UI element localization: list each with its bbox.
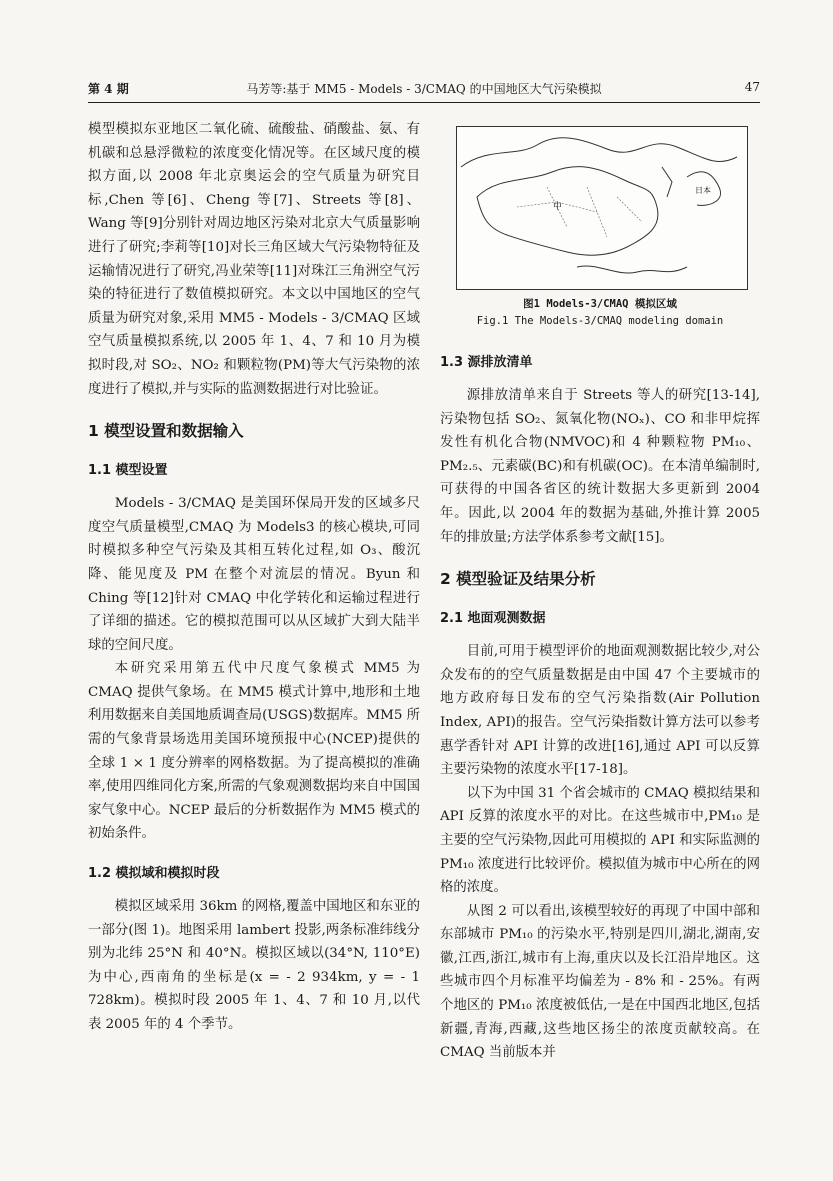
korea-japan-shape [662, 167, 721, 205]
section-2-1-heading: 2.1 地面观测数据 [440, 611, 546, 627]
left-column [88, 118, 420, 1037]
section-1-3-heading: 1.3 源排放清单 [440, 355, 533, 370]
observation-paragraph: 目前,可用于模型评价的地面观测数据比较少,对公众发布的的空气质量数据是由中国 47 个主要城市的地方政府每日发布的空气污染指数(Air Pollution Index, API)的报告。空气污染指数计算方法可以参考惠学香针对 API 计算的改进[16],通过 API 可以反算主要污染物的浓度水平[17-18]。 [440, 644, 760, 778]
figure-caption-zh: 图1 Models-3/CMAQ 模拟区域 [523, 298, 677, 310]
domain-map-figure [456, 126, 748, 290]
map-label-japan: 日本 [695, 186, 711, 195]
figure-caption-en: Fig.1 The Models-3/CMAQ modeling domain [476, 315, 724, 327]
comparison-paragraph: 以下为中国 31 个省会城市的 CMAQ 模拟结果和 API 反算的浓度水平的对比。在这些城市中,PM₁₀ 是主要的空气污染物,因此可用模拟的 API 和实际监测的 PM₁₀ 浓度进行比较评价。模拟值为城市中心所在的网格的浓度。 [440, 785, 760, 896]
emission-paragraph: 源排放清单来自于 Streets 等人的研究[13-14],污染物包括 SO₂、氮氧化物(NOₓ)、CO 和非甲烷挥发性有机化合物(NMVOC)和 4 种颗粒物 PM₁₀、PM₂.₅、元素碳(BC)和有机碳(OC)。在本清单编制时,可获得的中国各省区的统计数据大多更新到 2004 年。因此,以 2004 年的数据为基础,外推计算 2005 年的排放量;方法学体系参考文献[15]。 [440, 388, 760, 545]
section-1-1-heading: 1.1 模型设置 [88, 463, 168, 479]
results-paragraph: 从图 2 可以看出,该模型较好的再现了中国中部和东部城市 PM₁₀ 的污染水平,特别是四川,湖北,湖南,安徽,江西,浙江,城市有上海,重庆以及长江沿岸地区。这些城市四个月标准平均偏差为 - 8% 和 - 25%。有两个地区的 PM₁₀ 浓度被低估,一是在中国西北地区,包括新疆,青海,西藏,这些地区扬尘的浓度贡献较高。在 CMAQ 当前版本并 [440, 903, 760, 1061]
running-title: 马芳等:基于 MM5 - Models - 3/CMAQ 的中国地区大气污染模拟 [246, 82, 602, 96]
section-1-heading: 1 模型设置和数据输入 [88, 422, 244, 441]
intro-paragraph: 模型模拟东亚地区二氧化硫、硫酸盐、硝酸盐、氨、有机碳和总悬浮微粒的浓度变化情况等。在区域尺度的模拟方面,以 2008 年北京奥运会的空气质量为研究目标,Chen 等[6]、Cheng 等[7]、Streets 等[8]、Wang 等[9]分别针对周边地区污染对北京大气质量影响进行了研究;李莉等[10]对长三角区域大气污染物特征及运输情况进行了研究,冯业荣等[11]对珠江三角洲空气污染的特征进行了数值模拟研究。本文以中国地区的空气质量为研究对象,采用 MM5 - Models - 3/CMAQ 区域空气质量模拟系统,以 2005 年 1、4、7 和 10 月为模拟时段,对 SO₂、NO₂ 和颗粒物(PM)等大气污染物的浓度进行了模拟,并与实际的监测数据进行对比验证。 [88, 122, 420, 397]
issue-number: 第 4 期 [88, 82, 129, 96]
section-1-2-heading: 1.2 模拟域和模拟时段 [88, 866, 220, 882]
map-label-china: 中 [553, 202, 563, 212]
model-setup-paragraph: Models - 3/CMAQ 是美国环保局开发的区域多尺度空气质量模型,CMAQ 为 Models3 的核心模块,可同时模拟多种空气污染及其相互转化过程,如 O₃、酸沉降、能见度及 PM 在整个对流层的情况。Byun 和 Ching 等[12]针对 CMAQ 中化学转化和运输过程进行了详细的描述。它的模拟范围可以从区域扩大到大陆半球的空间尺度。 [88, 496, 420, 653]
section-2-heading: 2 模型验证及结果分析 [440, 570, 596, 589]
right-column [440, 118, 760, 1065]
mm5-paragraph: 本研究采用第五代中尺度气象模式 MM5 为 CMAQ 提供气象场。在 MM5 模式计算中,地形和土地利用数据来自美国地质调查局(USGS)数据库。MM5 所需的气象背景场选用美国环境预报中心(NCEP)提供的全球 1 × 1 度分辨率的网格数据。为了提高模拟的准确率,使用四维同化方案,所需的气象观测数据均来自中国国家气象中心。NCEP 最后的分析数据作为 MM5 模式的初始条件。 [88, 661, 421, 842]
domain-paragraph: 模拟区域采用 36km 的网格,覆盖中国地区和东亚的一部分(图 1)。地图采用 lambert 投影,两条标准纬线分别为北纬 25°N 和 40°N。模拟区域以(34°N, 110°E)为中心,西南角的坐标是(x = - 2 934km, y = - 1 728km)。模拟时段 2005 年 1、4、7 和 10 月,以代表 2005 年的 4 个季节。 [88, 899, 420, 1032]
page-number: 47 [744, 80, 760, 94]
domain-map [457, 127, 747, 289]
southeast-coast [577, 266, 687, 273]
china-outline [477, 167, 658, 256]
running-header [88, 80, 760, 103]
province-lines [517, 187, 642, 237]
coastline-shape [461, 138, 737, 167]
